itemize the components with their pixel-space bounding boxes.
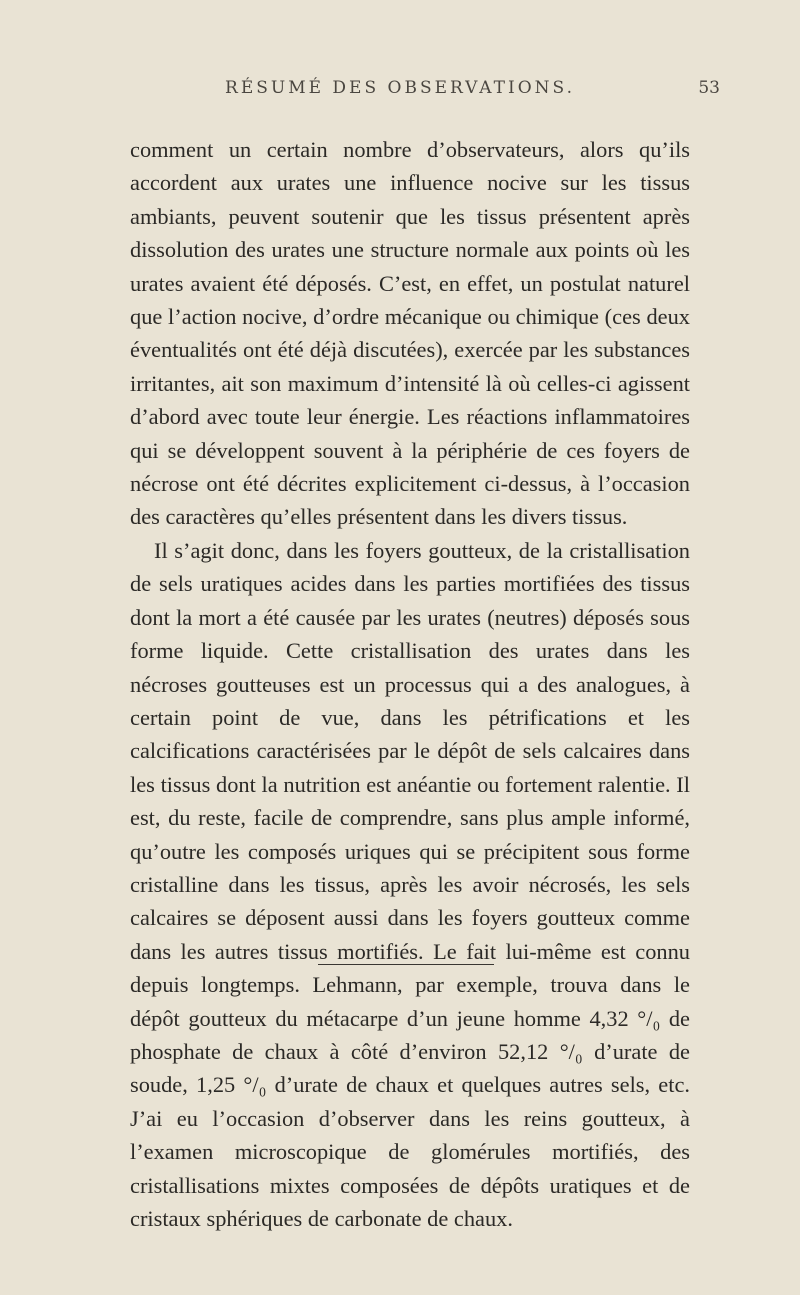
- body-text: [130, 133, 690, 1235]
- page-number: 53: [698, 78, 720, 98]
- running-title: RÉSUMÉ DES OBSERVATIONS.: [225, 78, 575, 98]
- page-header: [0, 78, 800, 108]
- paragraph: Il s’agit donc, dans les foyers goutteux, de la cristallisation de sels uratiques acides dans les parties mortifiées des tissus dont la mort a été causée par les urates (neutres) déposés sous forme liquide. Cette cristallisation des urates dans les nécroses goutteuses est un processus qui a des analogues, à certain point de vue, dans les pétrifications et les calcifications caractérisées par le dépôt de sels calcaires dans les tissus dont la nutrition est anéantie ou fortement ralentie. Il est, du reste, facile de comprendre, sans plus ample informé, qu’outre les composés uriques qui se précipitent sous forme cristalline dans les tissus, après les avoir nécrosés, les sels calcaires se déposent aussi dans les foyers goutteux comme dans les autres tissus mortifiés. Le fait lui-même est connu depuis longtemps. Lehmann, par exemple, trouva dans le dépôt goutteux du métacarpe d’un jeune homme 4,32 °/₀ de phosphate de chaux à côté d’environ 52,12 °/₀ d’urate de soude, 1,25 °/₀ d’urate de chaux et quelques autres sels, etc. J’ai eu l’occasion d’observer dans les reins goutteux, à l’examen microscopique de glomérules mortifiés, des cristallisations mixtes composées de dépôts uratiques et de cristaux sphériques de carbonate de chaux.: [130, 537, 690, 1231]
- paragraph-continuation: comment un certain nombre d’observateurs, alors qu’ils accordent aux urates une influence nocive sur les tissus ambiants, peuvent soutenir que les tissus présentent après dissolution des urates une structure normale aux points où les urates avaient été déposés. C’est, en effet, un postulat naturel que l’action nocive, d’ordre mécanique ou chimique (ces deux éventualités ont été déjà discutées), exercée par les substances irritantes, ait son maximum d’intensité là où celles-ci agissent d’abord avec toute leur énergie. Les réactions inflammatoires qui se développent souvent à la périphérie de ces foyers de nécrose ont été décrites explicitement ci-dessus, à l’occasion des caractères qu’elles présentent dans les divers tissus.: [130, 137, 690, 530]
- section-divider: [318, 964, 494, 965]
